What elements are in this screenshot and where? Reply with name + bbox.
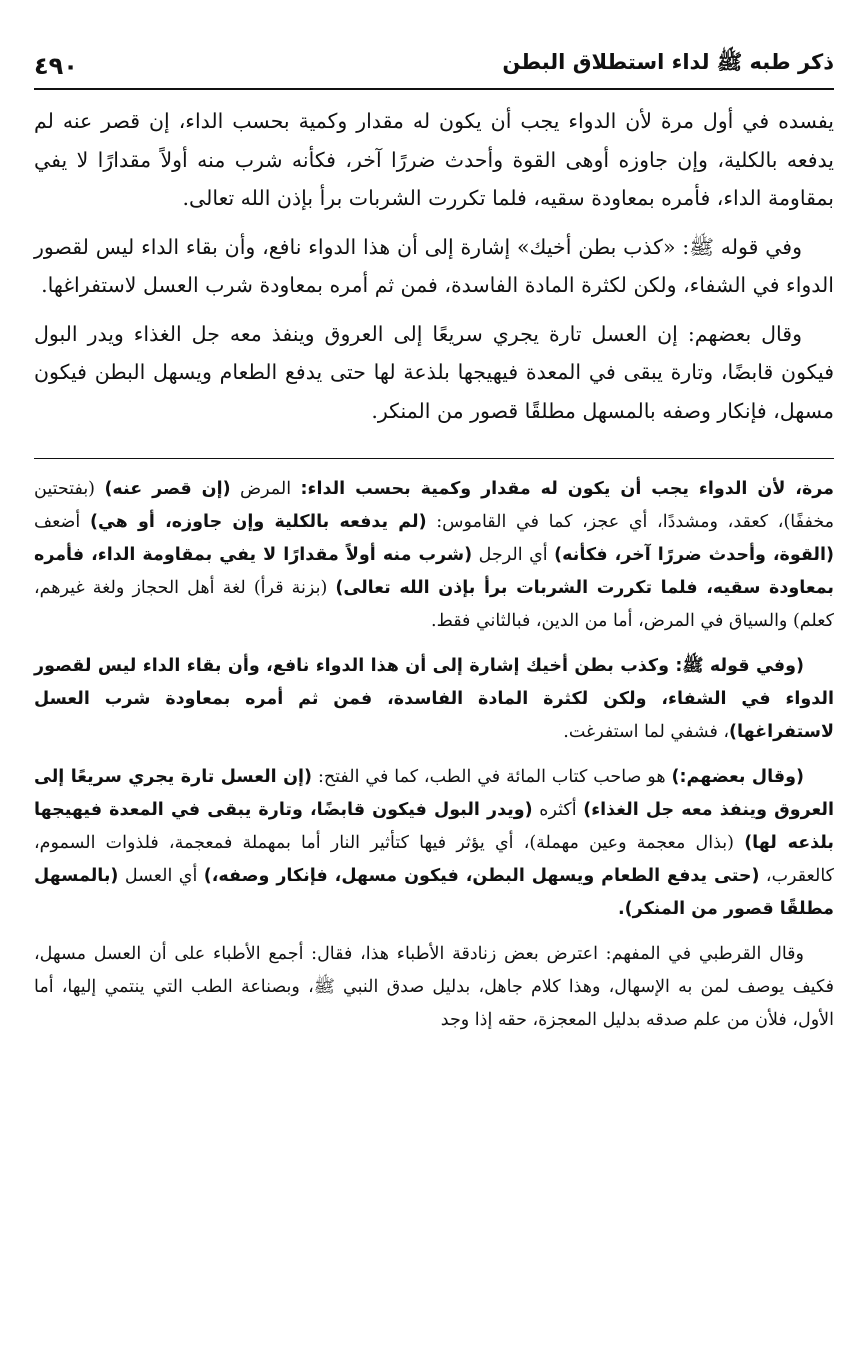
explanation-text: أكثره <box>532 800 584 820</box>
commentary <box>34 473 834 1037</box>
commentary-paragraph-3 <box>34 761 834 926</box>
quoted-text: مرة، لأن الدواء يجب أن يكون له مقدار وكمية بحسب الداء: <box>300 479 835 499</box>
quoted-text: (إن العسل تارة يجري سريعًا إلى العروق وينفذ معه جل الغذاء) <box>34 767 834 820</box>
explanation-text: المرض <box>230 479 301 499</box>
explanation-text: ، فشفي لما استفرغت. <box>563 722 730 742</box>
page-number: ٤٩٠ <box>34 52 78 80</box>
commentary-paragraph-2 <box>34 650 834 749</box>
quoted-text: (وفي قوله ﷺ: وكذب بطن أخيك إشارة إلى أن هذا الدواء نافع، وأن بقاء الداء ليس لقصور الدواء في الشفاء، ولكن لكثرة المادة الفاسدة، فمن ثم أمره بمعاودة شرب العسل لاستفراغها) <box>34 656 834 742</box>
explanation-text: (بزنة قرأ) لغة أهل الحجاز ولغة غيرهم، كعلم) والسياق في المرض، أما من الدين، فبالثاني فقط. <box>34 578 834 631</box>
commentary-paragraph-4: وقال القرطبي في المفهم: اعترض بعض زنادقة الأطباء هذا، فقال: أجمع الأطباء على أن العسل مسهل، فكيف يوصف لمن به الإسهال، وهذا كلام جاهل، بدليل صدق النبي ﷺ، وبصناعة الطب التي ينتمي إليها، أما الأول، فلأن من علم صدقه بدليل المعجزة، حقه إذا وجد <box>34 944 834 1030</box>
quoted-text: (وقال بعضهم:) <box>671 767 804 787</box>
explanation-text: أضعف <box>34 512 90 532</box>
quoted-text: (القوة، وأحدث ضررًا آخر، فكأنه) <box>554 545 834 565</box>
explanation-text: (بفتحتين مخففًا)، كعقد، ومشددًا، أي عجز، كما في القاموس: <box>34 479 834 532</box>
main-paragraph-3: وقال بعضهم: إن العسل تارة يجري سريعًا إلى العروق وينفذ معه جل الغذاء ويدر البول فيكون قابضًا، وتارة يبقى في المعدة فيهيجها بلذعة لها حتى يدفع الطعام ويسهل البطن فيكون مسهل، فإنكار وصفه بالمسهل مطلقًا قصور من المنكر. <box>34 321 834 423</box>
main-paragraph-1: يفسده في أول مرة لأن الدواء يجب أن يكون له مقدار وكمية بحسب الداء، إن قصر عنه لم يدفعه بالكلية، وإن جاوزه أوهى القوة وأحدث ضررًا آخر، فكأنه شرب منه أولاً مقدارًا لا يفي بمقاومة الداء، فأمره بمعاودة سقيه، فلما تكررت الشربات برأ بإذن الله تعالى. <box>34 109 834 210</box>
quoted-text: (حتى يدفع الطعام ويسهل البطن، فيكون مسهل، فإنكار وصفه،) <box>203 866 760 886</box>
explanation-text: (بذال معجمة وعين مهملة)، أي يؤثر فيها كتأثير النار أما بمهملة فمعجمة، فلذوات السموم، كالعقرب، <box>34 833 834 886</box>
quoted-text: (بالمسهل مطلقًا قصور من المنكر). <box>34 866 834 919</box>
section-divider <box>34 458 834 459</box>
quoted-text: (لم يدفعه بالكلية وإن جاوزه، أو هي) <box>89 512 427 532</box>
quoted-text: (إن قصر عنه) <box>104 479 231 499</box>
quoted-text: (ويدر البول فيكون قابضًا، وتارة يبقى في المعدة فيهيجها بلذعه لها) <box>34 800 834 853</box>
explanation-text: أي الرجل <box>472 545 555 565</box>
quoted-text: (شرب منه أولاً مقدارًا لا يفي بمقاومة الداء، فأمره بمعاودة سقيه، فلما تكررت الشربات برأ بإذن الله تعالى) <box>34 545 834 598</box>
explanation-text: هو صاحب كتاب المائة في الطب، كما في الفتح: <box>312 767 672 787</box>
commentary-paragraph-1 <box>34 473 834 638</box>
explanation-text: أي العسل <box>118 866 204 886</box>
main-paragraph-2: وفي قوله ﷺ: «كذب بطن أخيك» إشارة إلى أن هذا الدواء نافع، وأن بقاء الداء ليس لقصور الدواء في الشفاء، ولكن لكثرة المادة الفاسدة، فمن ثم أمره بمعاودة شرب العسل لاستفراغها. <box>34 234 834 297</box>
running-title: ذكر طبه ﷺ لداء استطلاق البطن <box>502 50 834 74</box>
main-text <box>34 102 834 430</box>
page-header <box>34 0 834 90</box>
